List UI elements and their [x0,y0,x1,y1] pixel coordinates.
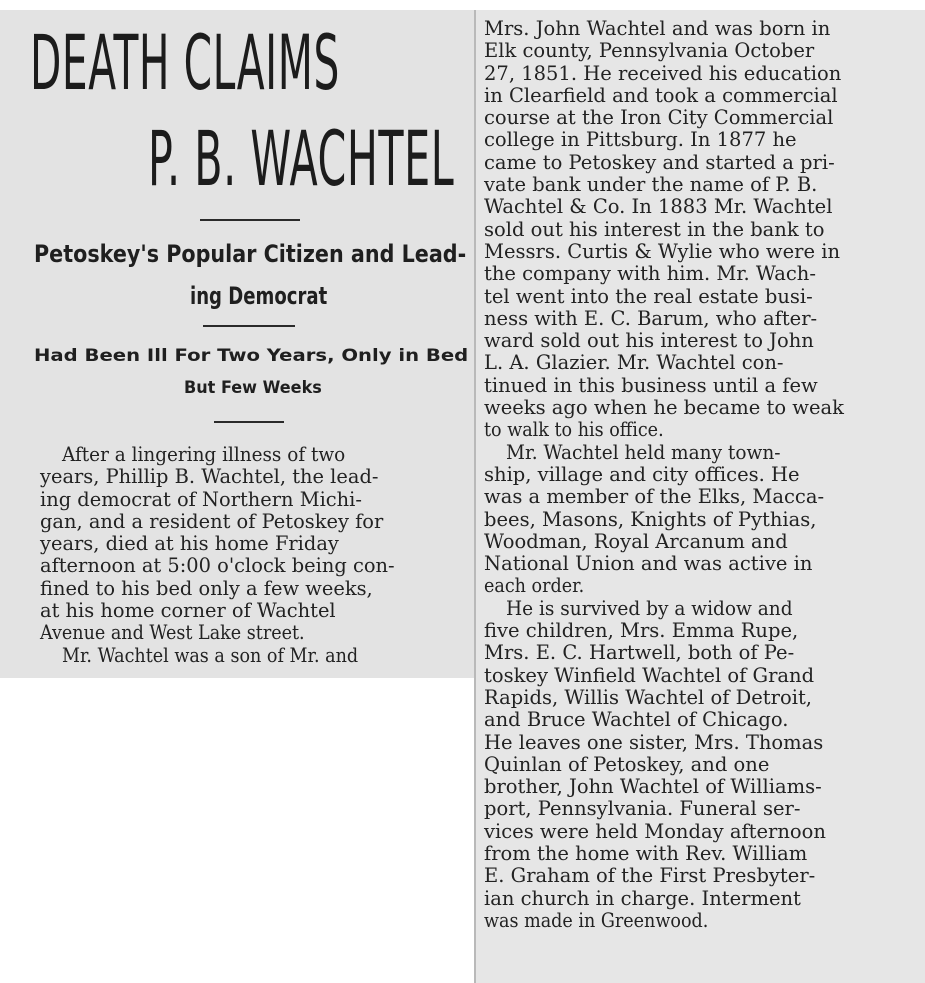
text-line: Mr. Wachtel held many town- [506,440,781,464]
text-line: ness with E. C. Barum, who after- [484,306,818,330]
text-line: After a lingering illness of two [62,443,346,466]
text-line: bees, Masons, Knights of Pythias, [484,507,817,531]
subhead-line-1: Petoskey's Popular Citizen and Lead- [34,240,467,268]
text-line: Messrs. Curtis & Wylie who were in [484,239,840,263]
text-line: National Union and was active in [484,552,813,576]
text-line: was made in Greenwood. [484,908,709,932]
column-divider [474,10,476,983]
text-line: at his home corner of Wachtel [40,599,336,623]
text-line: vices were held Monday afternoon [484,819,826,843]
text-line: from the home with Rev. William [484,841,808,865]
text-line: 27, 1851. He received his education [484,61,842,85]
text-line: Mrs. John Wachtel and was born in [484,17,831,40]
text-line: Elk county, Pennsylvania October [484,39,815,63]
text-line: Quinlan of Petoskey, and one [484,752,770,776]
text-line: ing democrat of Northern Michi- [40,487,362,511]
rule-1 [200,219,300,221]
text-line: afternoon at 5:00 o'clock being con- [40,554,395,578]
text-line: L. A. Glazier. Mr. Wachtel con- [484,351,784,375]
text-line: college in Pittsburg. In 1877 he [484,128,797,152]
subhead-line-2: ing Democrat [190,282,328,310]
text-line: to walk to his office. [484,418,664,442]
text-line: in Clearfield and took a commercial [484,83,838,107]
text-line: and Bruce Wachtel of Chicago. [484,708,789,732]
text-line: ward sold out his interest to John [484,329,814,353]
text-line: port, Pennsylvania. Funeral ser- [484,797,801,821]
text-line: was a member of the Elks, Macca- [484,485,825,509]
text-line: weeks ago when he became to weak [484,396,844,420]
text-line: brother, John Wachtel of Williams- [484,775,822,799]
right-column-text [484,18,920,932]
text-line: ian church in charge. Interment [484,886,801,910]
text-line: He is survived by a widow and [506,596,793,620]
text-line: Woodman, Royal Arcanum and [484,529,788,553]
text-line: five children, Mrs. Emma Rupe, [484,619,799,643]
rule-2 [203,325,295,327]
headline-line-2: P. B. WACHTEL [148,114,455,203]
text-line: years, died at his home Friday [40,532,339,556]
rule-3 [214,421,284,423]
text-line: Mr. Wachtel was a son of Mr. and [62,643,359,667]
text-line: each order. [484,574,585,598]
text-line: the company with him. Mr. Wach- [484,262,816,286]
text-line: Wachtel & Co. In 1883 Mr. Wachtel [484,195,833,219]
text-line: E. Graham of the First Presbyter- [484,864,816,888]
text-line: vate bank under the name of P. B. [484,173,818,197]
deck-line-1: Had Been Ill For Two Years, Only in Bed [34,346,469,366]
left-column-text [40,444,470,667]
text-line: toskey Winfield Wachtel of Grand [484,663,815,687]
text-line: tinued in this business until a few [484,373,818,397]
text-line: sold out his interest in the bank to [484,217,825,241]
text-line: tel went into the real estate busi- [484,284,813,308]
text-line: He leaves one sister, Mrs. Thomas [484,730,824,754]
text-line: fined to his bed only a few weeks, [40,576,373,600]
text-line: came to Petoskey and started a pri- [484,150,835,174]
text-line: ship, village and city offices. He [484,462,800,486]
headline-line-1: DEATH CLAIMS [30,18,340,107]
text-line: course at the Iron City Commercial [484,106,834,130]
text-line: years, Phillip B. Wachtel, the lead- [40,465,379,489]
text-line: Mrs. E. C. Hartwell, both of Pe- [484,641,795,665]
deck-line-2: But Few Weeks [184,378,322,398]
text-line: Avenue and West Lake street. [40,621,305,645]
text-line: gan, and a resident of Petoskey for [40,509,384,533]
text-line: Rapids, Willis Wachtel of Detroit, [484,685,812,709]
